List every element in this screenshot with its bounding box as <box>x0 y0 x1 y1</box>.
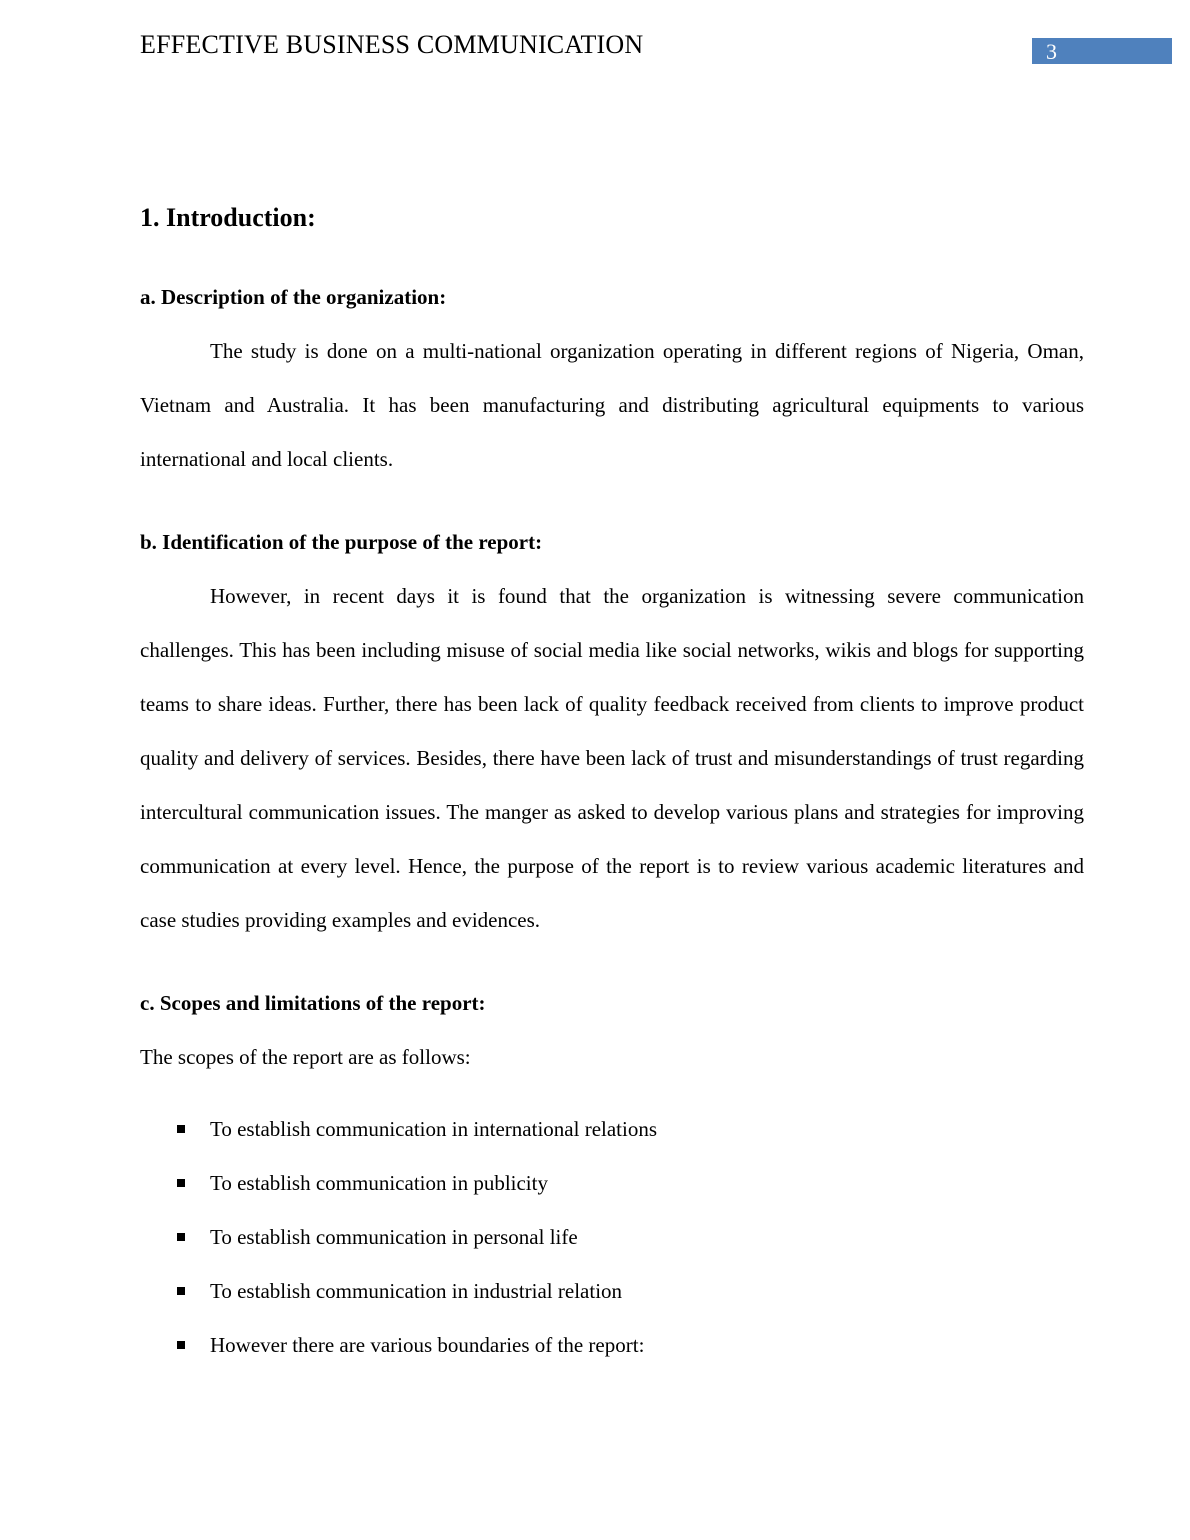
square-bullet-icon <box>177 1287 185 1295</box>
list-item-text: To establish communication in personal life <box>210 1225 578 1249</box>
list-item <box>140 1210 1084 1264</box>
square-bullet-icon <box>177 1233 185 1241</box>
list-item-text: To establish communication in international relations <box>210 1117 658 1141</box>
page-number-badge: 3 <box>1032 38 1172 64</box>
running-header-title: EFFECTIVE BUSINESS COMMUNICATION <box>140 30 644 59</box>
list-item <box>140 1102 1084 1156</box>
list-item <box>140 1156 1084 1210</box>
paragraph-purpose: However, in recent days it is found that the organization is witnessing severe communication challenges. This has been including misuse of social media like social networks, wikis and blogs for supporting teams to share ideas. Further, there has been lack of quality feedback received from clients to improve product quality and delivery of services. Besides, there have been lack of trust and misunderstandings of trust regarding intercultural communication issues. The manger as asked to develop various plans and strategies for improving communication at every level. Hence, the purpose of the report is to review various academic literatures and case studies providing examples and evidences. <box>140 584 1084 932</box>
scopes-intro-text: The scopes of the report are as follows: <box>140 1045 471 1069</box>
list-item <box>140 1318 1084 1372</box>
document-body <box>140 200 1084 1372</box>
list-item-text: However there are various boundaries of the report: <box>210 1333 645 1357</box>
subsection-heading-description: a. Description of the organization: <box>140 285 447 309</box>
paragraph-description: The study is done on a multi-national organization operating in different regions of Nigeria, Oman, Vietnam and Australia. It has been manufacturing and distributing agricultural equipments to various international and local clients. <box>140 339 1084 471</box>
list-item-text: To establish communication in industrial relation <box>210 1279 623 1303</box>
subsection-heading-scopes: c. Scopes and limitations of the report: <box>140 991 486 1015</box>
section-heading: 1. Introduction: <box>140 203 316 232</box>
subsection-heading-purpose: b. Identification of the purpose of the report: <box>140 530 543 554</box>
square-bullet-icon <box>177 1341 185 1349</box>
list-item-text: To establish communication in publicity <box>210 1171 548 1195</box>
scopes-bullet-list <box>140 1102 1084 1372</box>
square-bullet-icon <box>177 1125 185 1133</box>
list-item <box>140 1264 1084 1318</box>
square-bullet-icon <box>177 1179 185 1187</box>
